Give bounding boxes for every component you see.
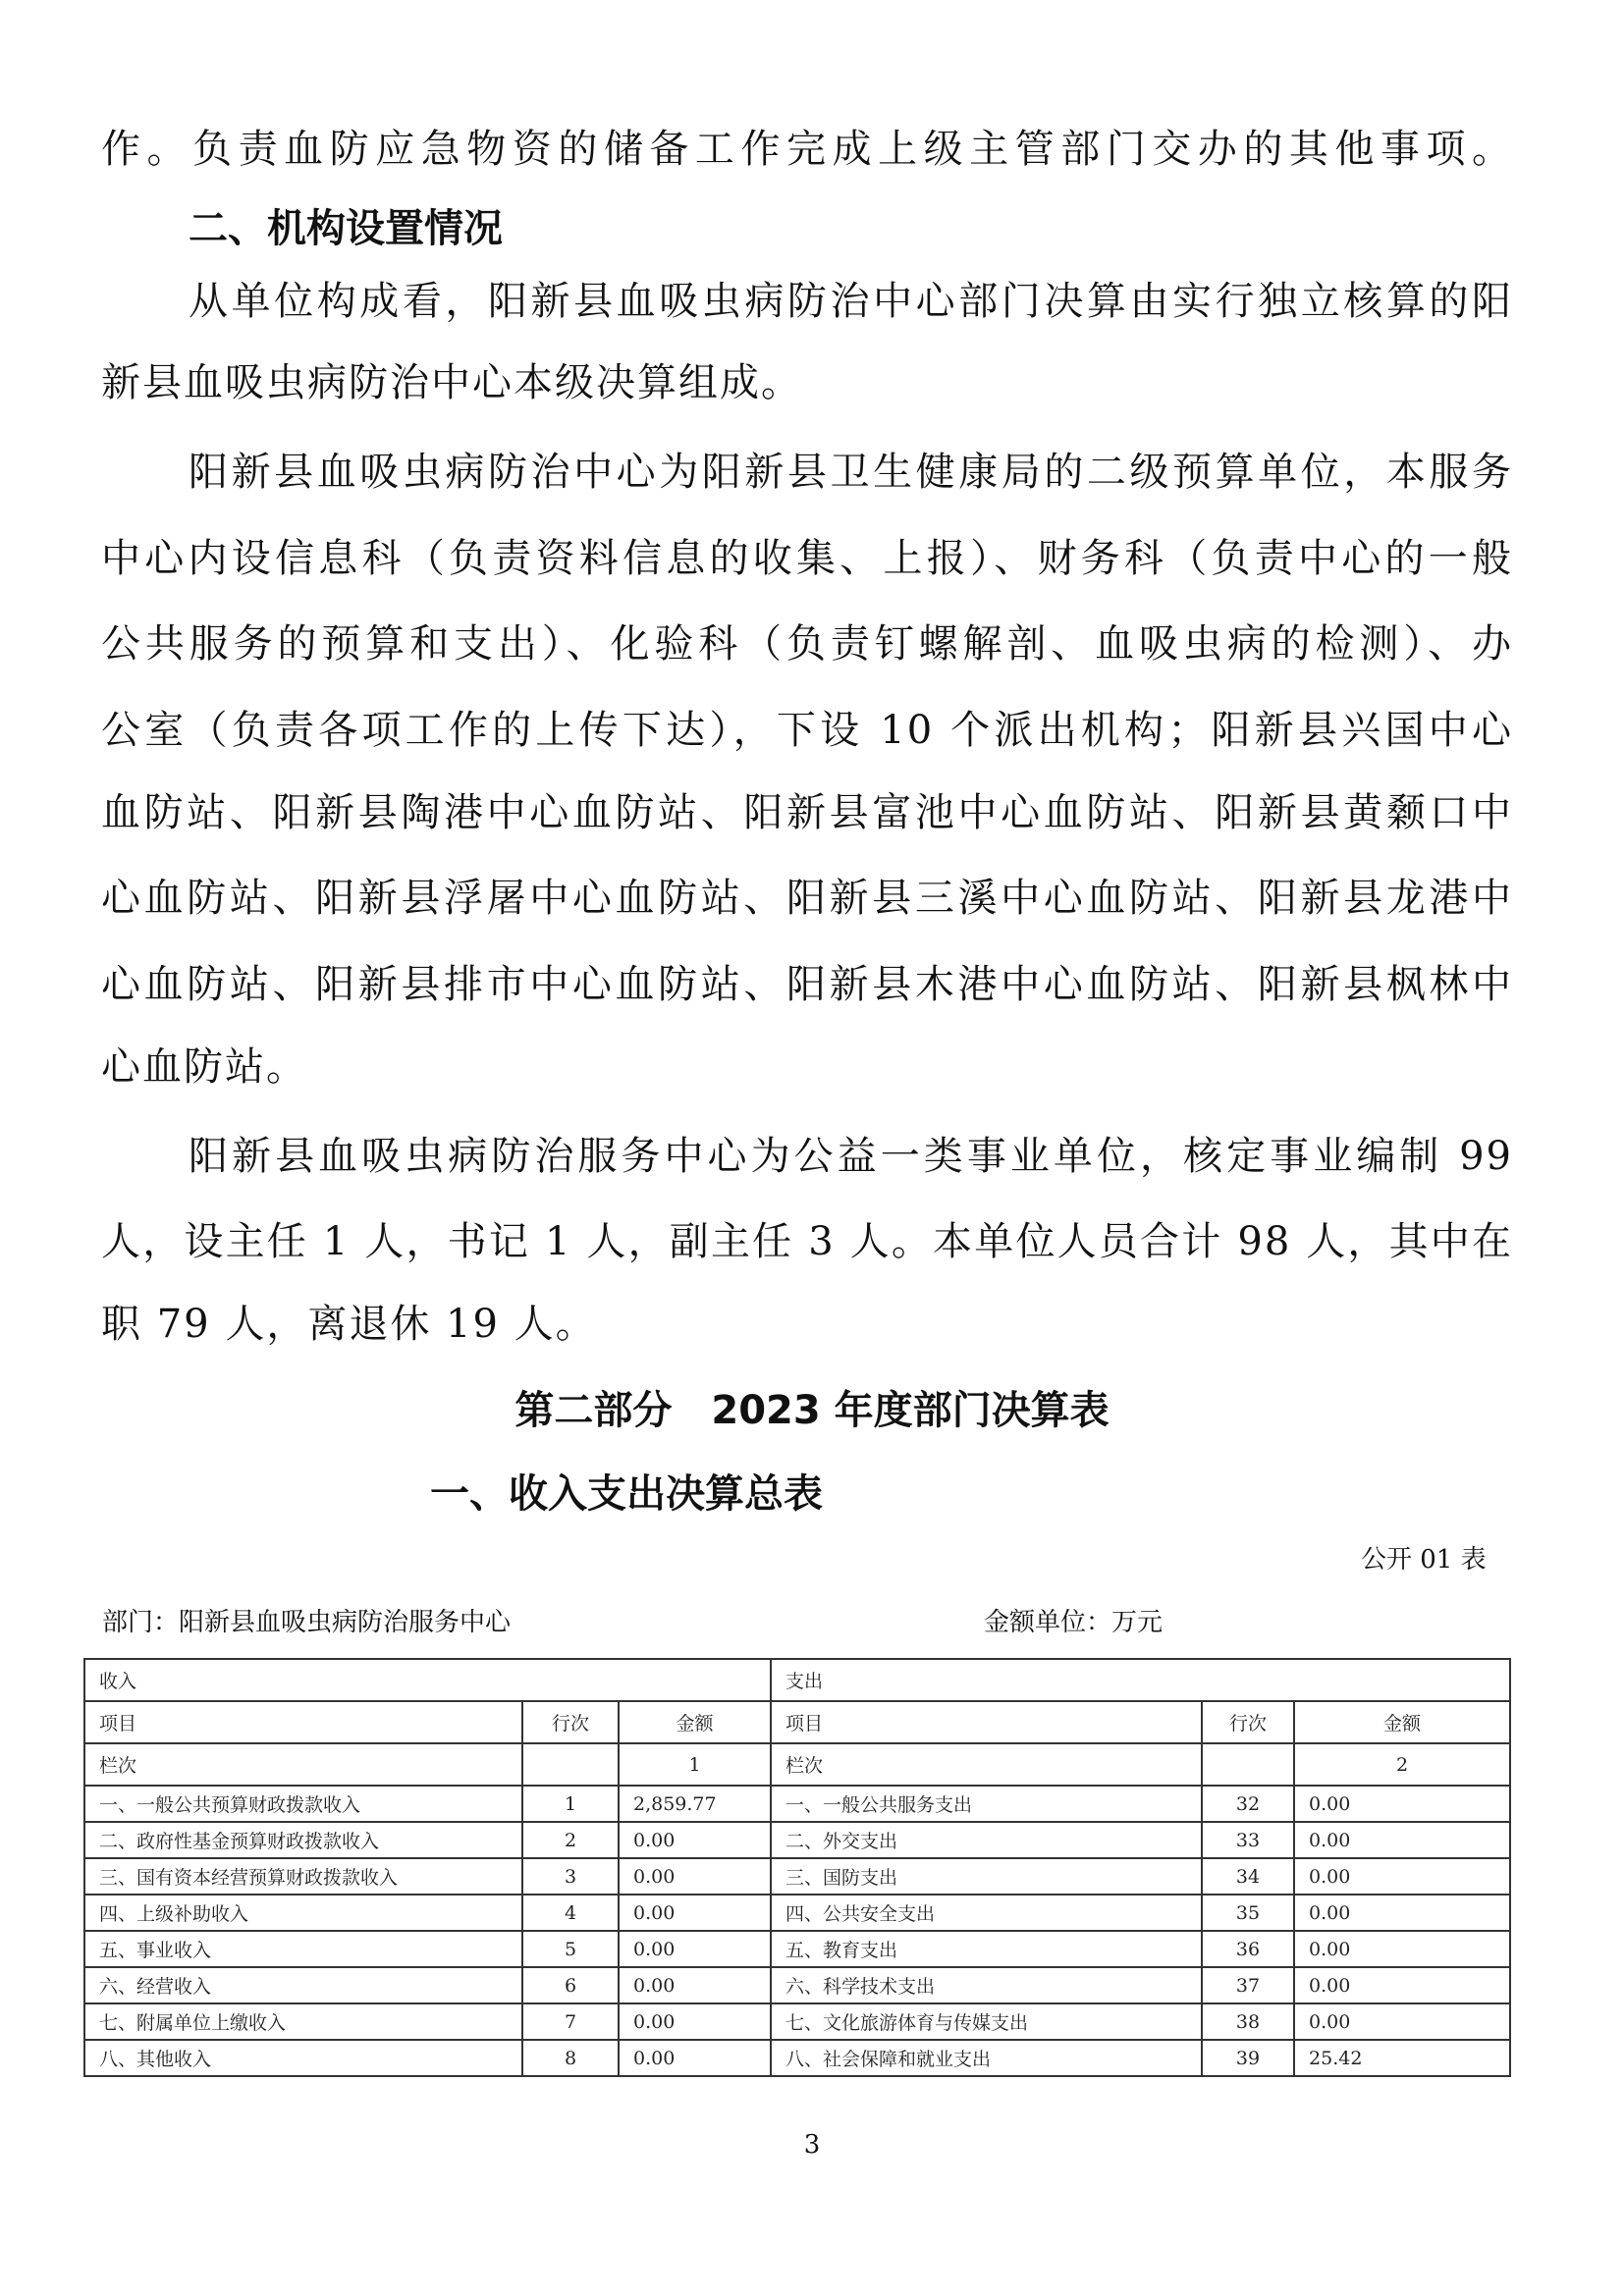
expense-col-row: 行次 <box>1202 1701 1294 1743</box>
table-row <box>84 2040 1510 2076</box>
income-header: 收入 <box>84 1659 771 1701</box>
paragraph-line: 阳新县血吸虫病防治中心为阳新县卫生健康局的二级预算单位，本服务 <box>189 450 1513 495</box>
income-item-cell: 四、上级补助收入 <box>84 1895 522 1931</box>
income-item-cell: 五、事业收入 <box>84 1931 522 1967</box>
income-row-cell: 7 <box>522 2003 619 2040</box>
income-row-cell: 8 <box>522 2040 619 2076</box>
paragraph-line: 中心内设信息科（负责资料信息的收集、上报）、财务科（负责中心的一般 <box>101 536 1513 581</box>
income-col-item: 项目 <box>84 1701 522 1743</box>
paragraph-line: 新县血吸虫病防治中心本级决算组成。 <box>101 360 802 405</box>
expense-item-cell: 三、国防支出 <box>771 1858 1202 1895</box>
expense-amount-cell: 0.00 <box>1294 1931 1510 1967</box>
expense-item-cell: 一、一般公共服务支出 <box>771 1786 1202 1822</box>
expense-item-cell: 二、外交支出 <box>771 1822 1202 1858</box>
income-col-amount: 金额 <box>619 1701 771 1743</box>
paragraph-line: 公共服务的预算和支出）、化验科（负责钉螺解剖、血吸虫病的检测）、办 <box>101 621 1513 667</box>
expense-amount-cell: 0.00 <box>1294 2003 1510 2040</box>
paragraph-line: 心血防站、阳新县浮屠中心血防站、阳新县三溪中心血防站、阳新县龙港中 <box>101 876 1513 921</box>
expense-row-cell: 32 <box>1202 1786 1294 1822</box>
expense-col-item: 项目 <box>771 1701 1202 1743</box>
income-item-cell: 三、国有资本经营预算财政拨款收入 <box>84 1858 522 1895</box>
table-column-header-row <box>84 1701 1510 1743</box>
paragraph-line: 血防站、阳新县陶港中心血防站、阳新县富池中心血防站、阳新县黄颡口中 <box>101 790 1513 835</box>
paragraph-line: 作。负责血防应急物资的储备工作完成上级主管部门交办的其他事项。 <box>101 127 1513 172</box>
paragraph-line: 职 79 人，离退休 19 人。 <box>101 1302 597 1347</box>
department-label: 部门：阳新县血吸虫病防治服务中心 <box>102 1608 512 1637</box>
table-row <box>84 1967 1510 2003</box>
expense-item-cell: 七、文化旅游体育与传媒支出 <box>771 2003 1202 2040</box>
income-amount-cell: 0.00 <box>619 1858 771 1895</box>
income-item-cell: 一、一般公共预算财政拨款收入 <box>84 1786 522 1822</box>
income-expense-table <box>83 1658 1511 2077</box>
paragraph-line: 公室（负责各项工作的上传下达），下设 10 个派出机构；阳新县兴国中心 <box>101 708 1513 753</box>
table-code: 公开 01 表 <box>1361 1545 1487 1575</box>
paragraph-line: 心血防站、阳新县排市中心血防站、阳新县木港中心血防站、阳新县枫林中 <box>101 962 1513 1007</box>
table-row <box>84 1895 1510 1931</box>
income-col-index: 1 <box>619 1743 771 1786</box>
income-index-empty <box>522 1743 619 1786</box>
income-amount-cell: 0.00 <box>619 1822 771 1858</box>
paragraph-line: 从单位构成看，阳新县血吸虫病防治中心部门决算由实行独立核算的阳 <box>189 279 1513 324</box>
table-row <box>84 1858 1510 1895</box>
income-item-cell: 七、附属单位上缴收入 <box>84 2003 522 2040</box>
income-item-cell: 六、经营收入 <box>84 1967 522 2003</box>
expense-amount-cell: 0.00 <box>1294 1858 1510 1895</box>
income-index-label: 栏次 <box>84 1743 522 1786</box>
table-column-index-row <box>84 1743 1510 1786</box>
expense-amount-cell: 0.00 <box>1294 1786 1510 1822</box>
expense-item-cell: 六、科学技术支出 <box>771 1967 1202 2003</box>
expense-item-cell: 五、教育支出 <box>771 1931 1202 1967</box>
expense-row-cell: 35 <box>1202 1895 1294 1931</box>
expense-amount-cell: 0.00 <box>1294 1967 1510 2003</box>
expense-amount-cell: 25.42 <box>1294 2040 1510 2076</box>
income-amount-cell: 0.00 <box>619 1931 771 1967</box>
expense-row-cell: 36 <box>1202 1931 1294 1967</box>
income-row-cell: 4 <box>522 1895 619 1931</box>
expense-item-cell: 四、公共安全支出 <box>771 1895 1202 1931</box>
expense-col-amount: 金额 <box>1294 1701 1510 1743</box>
expense-amount-cell: 0.00 <box>1294 1822 1510 1858</box>
paragraph-line: 人，设主任 1 人，书记 1 人，副主任 3 人。本单位人员合计 98 人，其中在 <box>101 1219 1513 1264</box>
income-amount-cell: 0.00 <box>619 1967 771 2003</box>
section-heading: 二、机构设置情况 <box>189 206 503 251</box>
paragraph-line: 阳新县血吸虫病防治服务中心为公益一类事业单位，核定事业编制 99 <box>189 1134 1513 1179</box>
income-row-cell: 5 <box>522 1931 619 1967</box>
paragraph-line: 心血防站。 <box>101 1044 307 1090</box>
table-section-header-row <box>84 1659 1510 1701</box>
income-row-cell: 6 <box>522 1967 619 2003</box>
income-item-cell: 二、政府性基金预算财政拨款收入 <box>84 1822 522 1858</box>
expense-index-empty <box>1202 1743 1294 1786</box>
income-amount-cell: 2,859.77 <box>619 1786 771 1822</box>
income-item-cell: 八、其他收入 <box>84 2040 522 2076</box>
expense-row-cell: 38 <box>1202 2003 1294 2040</box>
part-title: 第二部分 2023 年度部门决算表 <box>514 1388 1110 1433</box>
expense-amount-cell: 0.00 <box>1294 1895 1510 1931</box>
expense-item-cell: 八、社会保障和就业支出 <box>771 2040 1202 2076</box>
table-row <box>84 1822 1510 1858</box>
income-row-cell: 2 <box>522 1822 619 1858</box>
expense-row-cell: 33 <box>1202 1822 1294 1858</box>
income-col-row: 行次 <box>522 1701 619 1743</box>
expense-col-index: 2 <box>1294 1743 1510 1786</box>
table-row <box>84 1931 1510 1967</box>
table-title: 一、收入支出决算总表 <box>430 1471 823 1517</box>
table-row <box>84 1786 1510 1822</box>
unit-label: 金额单位：万元 <box>984 1608 1164 1637</box>
income-amount-cell: 0.00 <box>619 2040 771 2076</box>
income-row-cell: 1 <box>522 1786 619 1822</box>
table-row <box>84 2003 1510 2040</box>
expense-row-cell: 34 <box>1202 1858 1294 1895</box>
income-amount-cell: 0.00 <box>619 2003 771 2040</box>
expense-row-cell: 37 <box>1202 1967 1294 2003</box>
expense-index-label: 栏次 <box>771 1743 1202 1786</box>
income-row-cell: 3 <box>522 1858 619 1895</box>
expense-row-cell: 39 <box>1202 2040 1294 2076</box>
page-number: 3 <box>803 2130 821 2160</box>
income-amount-cell: 0.00 <box>619 1895 771 1931</box>
expense-header: 支出 <box>771 1659 1510 1701</box>
